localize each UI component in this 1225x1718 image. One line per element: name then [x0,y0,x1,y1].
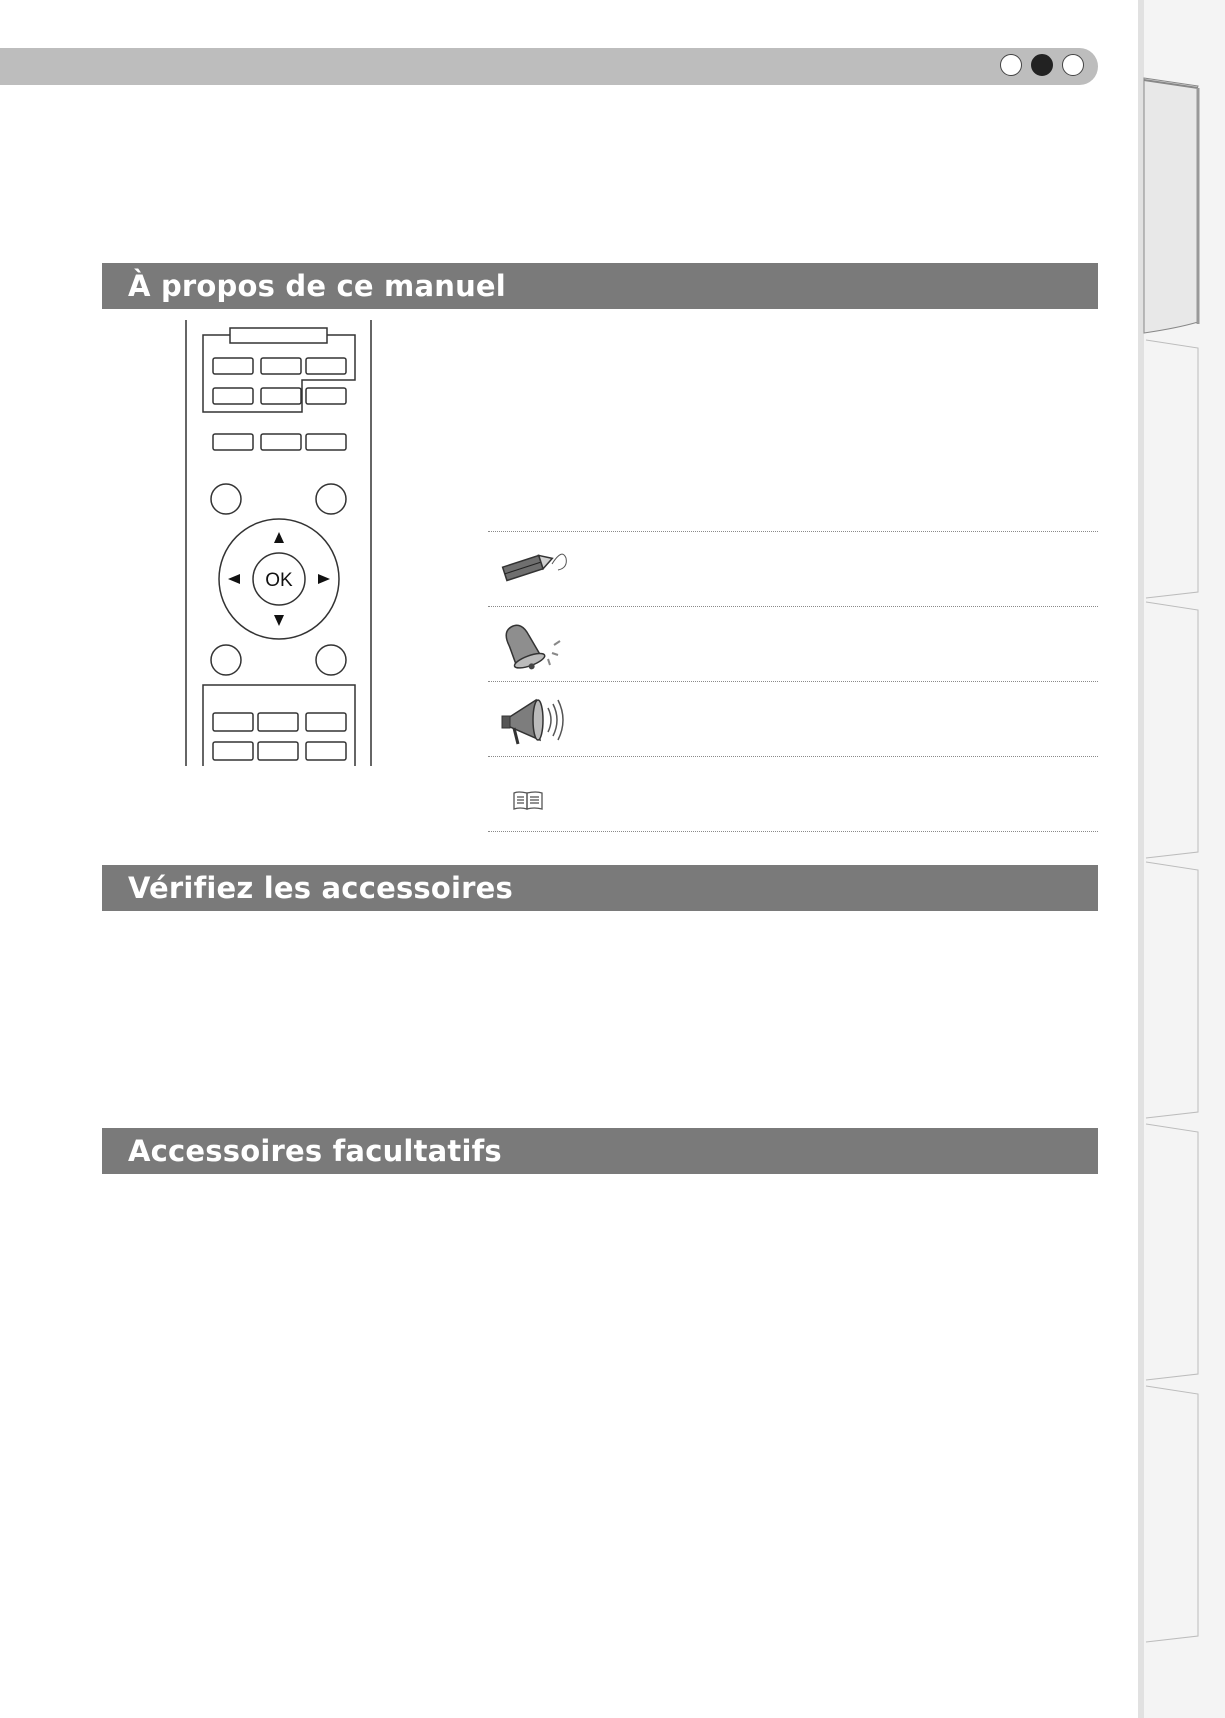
page-dot-1 [1000,54,1022,76]
section-heading-about-manual: À propos de ce manuel [102,263,1098,309]
remote-round-button [316,645,346,675]
remote-button [213,358,253,374]
remote-round-button [316,484,346,514]
remote-button [261,358,301,374]
remote-button [261,388,301,404]
remote-top-bar [230,328,327,343]
remote-arrow-right-icon [318,574,330,584]
chapter-tab-strip [1138,0,1225,1718]
remote-button [213,713,253,731]
remote-button [306,358,346,374]
remote-button [213,388,253,404]
icon-legend [488,531,1098,832]
remote-round-button [211,484,241,514]
chapter-tab-3 [1146,602,1198,858]
chapter-tab-5 [1146,1124,1198,1380]
page-indicator [1000,54,1084,76]
remote-button [306,388,346,404]
section-heading-check-accessories: Vérifiez les accessoires [102,865,1098,911]
megaphone-icon [496,690,576,754]
legend-row-warning [488,681,1098,756]
page-dot-3 [1062,54,1084,76]
remote-arrow-left-icon [228,574,240,584]
legend-row-note [488,531,1098,606]
header-bar [0,48,1098,85]
remote-control-illustration [180,318,380,768]
legend-row-reference [488,756,1098,832]
bell-icon [496,615,576,679]
chapter-tabs [1138,0,1225,1718]
remote-button [213,434,253,450]
remote-button [258,742,298,760]
book-icon [496,765,556,819]
chapter-tab-4 [1146,862,1198,1118]
remote-button [306,434,346,450]
remote-button [261,434,301,450]
remote-button [306,713,346,731]
pencil-icon [496,540,576,594]
remote-round-button [211,645,241,675]
section-heading-optional-accessories: Accessoires facultatifs [102,1128,1098,1174]
remote-bottom-bracket [203,685,355,766]
remote-arrow-down-icon [274,615,284,626]
page-dot-2 [1031,54,1053,76]
remote-ok-label: OK [265,570,293,591]
chapter-tab-1 [1144,78,1198,333]
chapter-tab-2 [1146,340,1198,598]
remote-arrow-up-icon [274,532,284,543]
remote-button [213,742,253,760]
chapter-tab-6 [1146,1386,1198,1642]
remote-button [306,742,346,760]
legend-row-caution [488,606,1098,681]
remote-button [258,713,298,731]
